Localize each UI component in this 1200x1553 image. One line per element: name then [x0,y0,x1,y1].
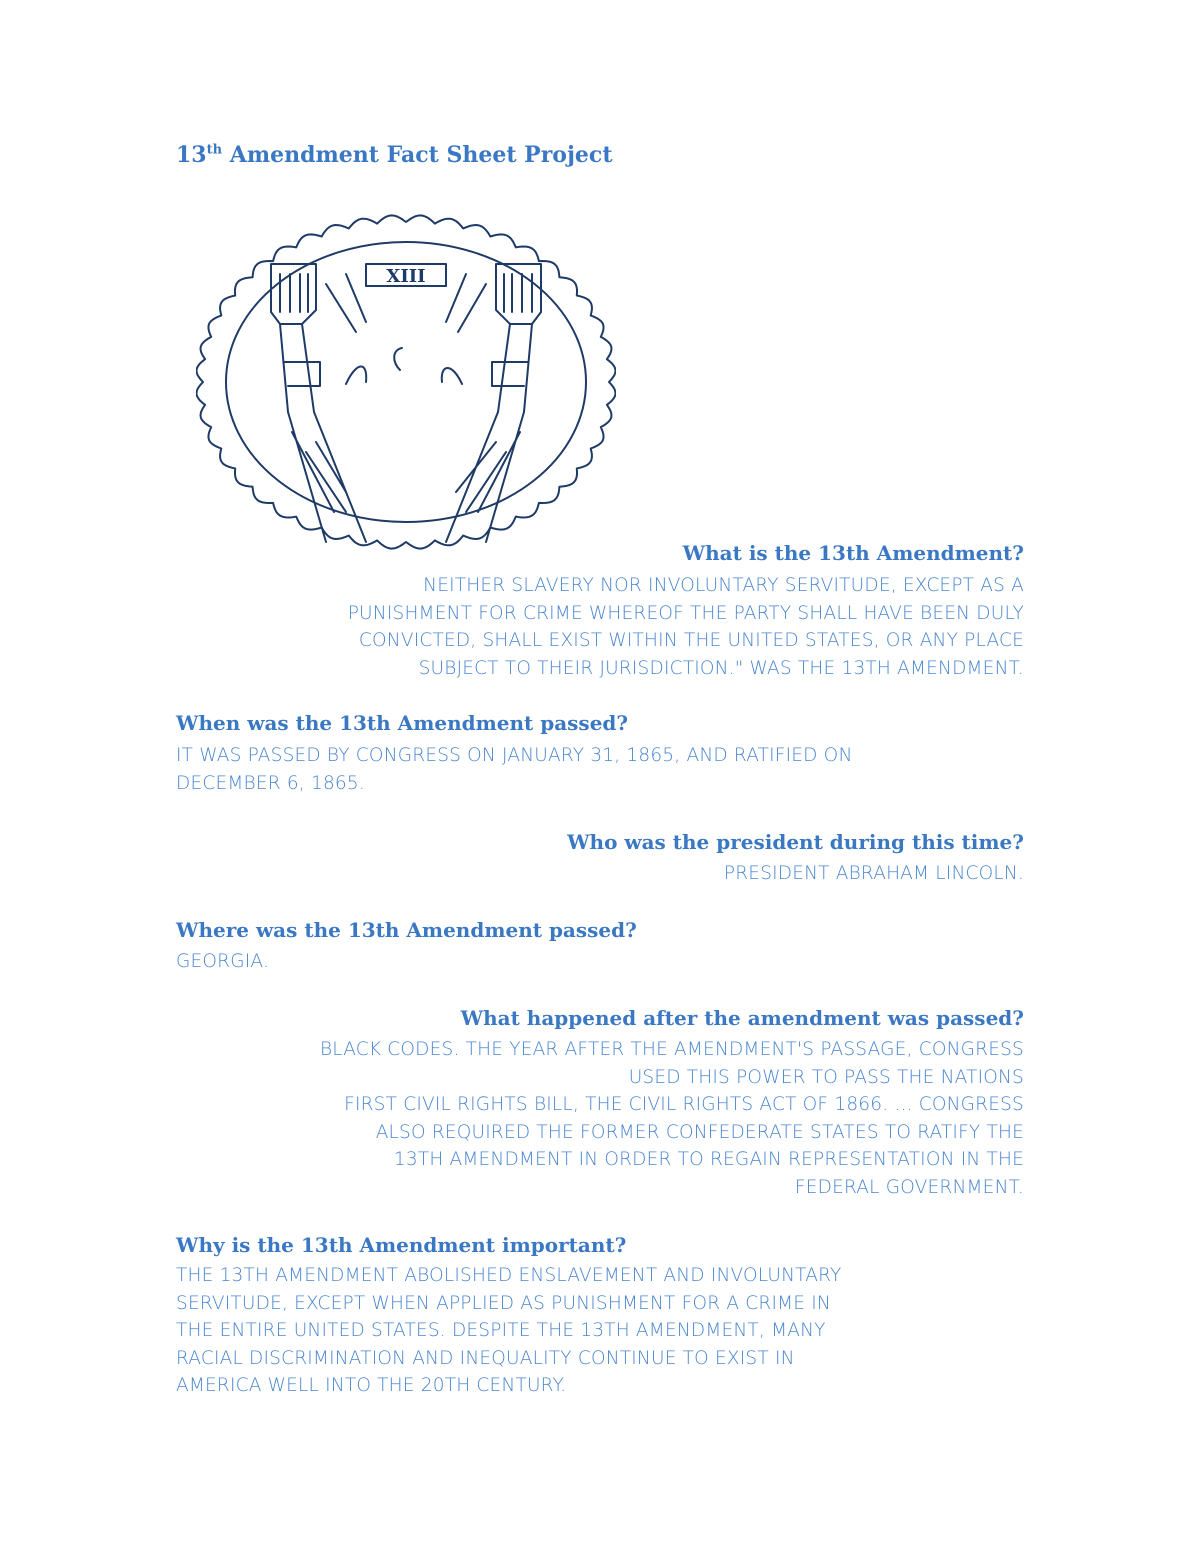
question-when: When was the 13th Amendment passed? [176,711,629,735]
page-title [176,142,612,168]
answer-line: BLACK CODES. THE YEAR AFTER THE AMENDMENT'S PASSAGE, CONGRESS [319,1039,1024,1060]
answer-line: AMERICA WELL INTO THE 20TH CENTURY. [176,1375,567,1396]
answer-where [176,948,269,976]
answer-what [348,572,1024,682]
answer-after [320,1036,1024,1201]
answer-line: 13TH AMENDMENT IN ORDER TO REGAIN REPRESENTATION IN THE [393,1149,1024,1170]
svg-text:XIII: XIII [386,266,426,287]
title-number: 13 [176,142,207,168]
question-why: Why is the 13th Amendment important? [176,1233,627,1257]
answer-line: DECEMBER 6, 1865. [176,772,365,794]
answer-line: CONVICTED, SHALL EXIST WITHIN THE UNITED STATES, OR ANY PLACE [358,630,1024,651]
answer-line: FIRST CIVIL RIGHTS BILL, THE CIVIL RIGHTS ACT OF 1866. ... CONGRESS [344,1094,1024,1115]
question-what: What is the 13th Amendment? [682,541,1024,565]
answer-line: USED THIS POWER TO PASS THE NATIONS [628,1066,1024,1088]
answer-line: SERVITUDE, EXCEPT WHEN APPLIED AS PUNISHMENT FOR A CRIME IN [176,1292,831,1314]
answer-line: THE ENTIRE UNITED STATES. DESPITE THE 13TH AMENDMENT, MANY [176,1320,826,1341]
answer-who [724,860,1024,888]
title-text: Amendment Fact Sheet Project [222,142,613,168]
answer-line: THE 13TH AMENDMENT ABOLISHED ENSLAVEMENT AND INVOLUNTARY [176,1265,842,1286]
answer-line: ALSO REQUIRED THE FORMER CONFEDERATE STATES TO RATIFY THE [375,1121,1024,1143]
answer-why [176,1262,841,1400]
question-where: Where was the 13th Amendment passed? [176,918,637,942]
xiii-seal-illustration [196,212,616,552]
question-after: What happened after the amendment was passed? [460,1006,1024,1030]
answer-line: NEITHER SLAVERY NOR INVOLUNTARY SERVITUDE, EXCEPT AS A [423,575,1024,596]
xiii-numeral [386,266,425,287]
answer-line: PUNISHMENT FOR CRIME WHEREOF THE PARTY SHALL HAVE BEEN DULY [347,602,1024,624]
answer-when [176,742,853,797]
answer-line: SUBJECT TO THEIR JURISDICTION." WAS THE 13TH AMENDMENT. [418,657,1024,679]
answer-line: PRESIDENT ABRAHAM LINCOLN. [723,863,1024,884]
answer-line: IT WAS PASSED BY CONGRESS ON JANUARY 31, 1865, AND RATIFIED ON [176,745,853,766]
title-superscript: th [206,142,223,158]
question-who: Who was the president during this time? [567,830,1024,854]
answer-line: FEDERAL GOVERNMENT. [794,1176,1024,1198]
answer-line: GEORGIA. [176,951,270,972]
answer-line: RACIAL DISCRIMINATION AND INEQUALITY CONTINUE TO EXIST IN [176,1347,795,1369]
